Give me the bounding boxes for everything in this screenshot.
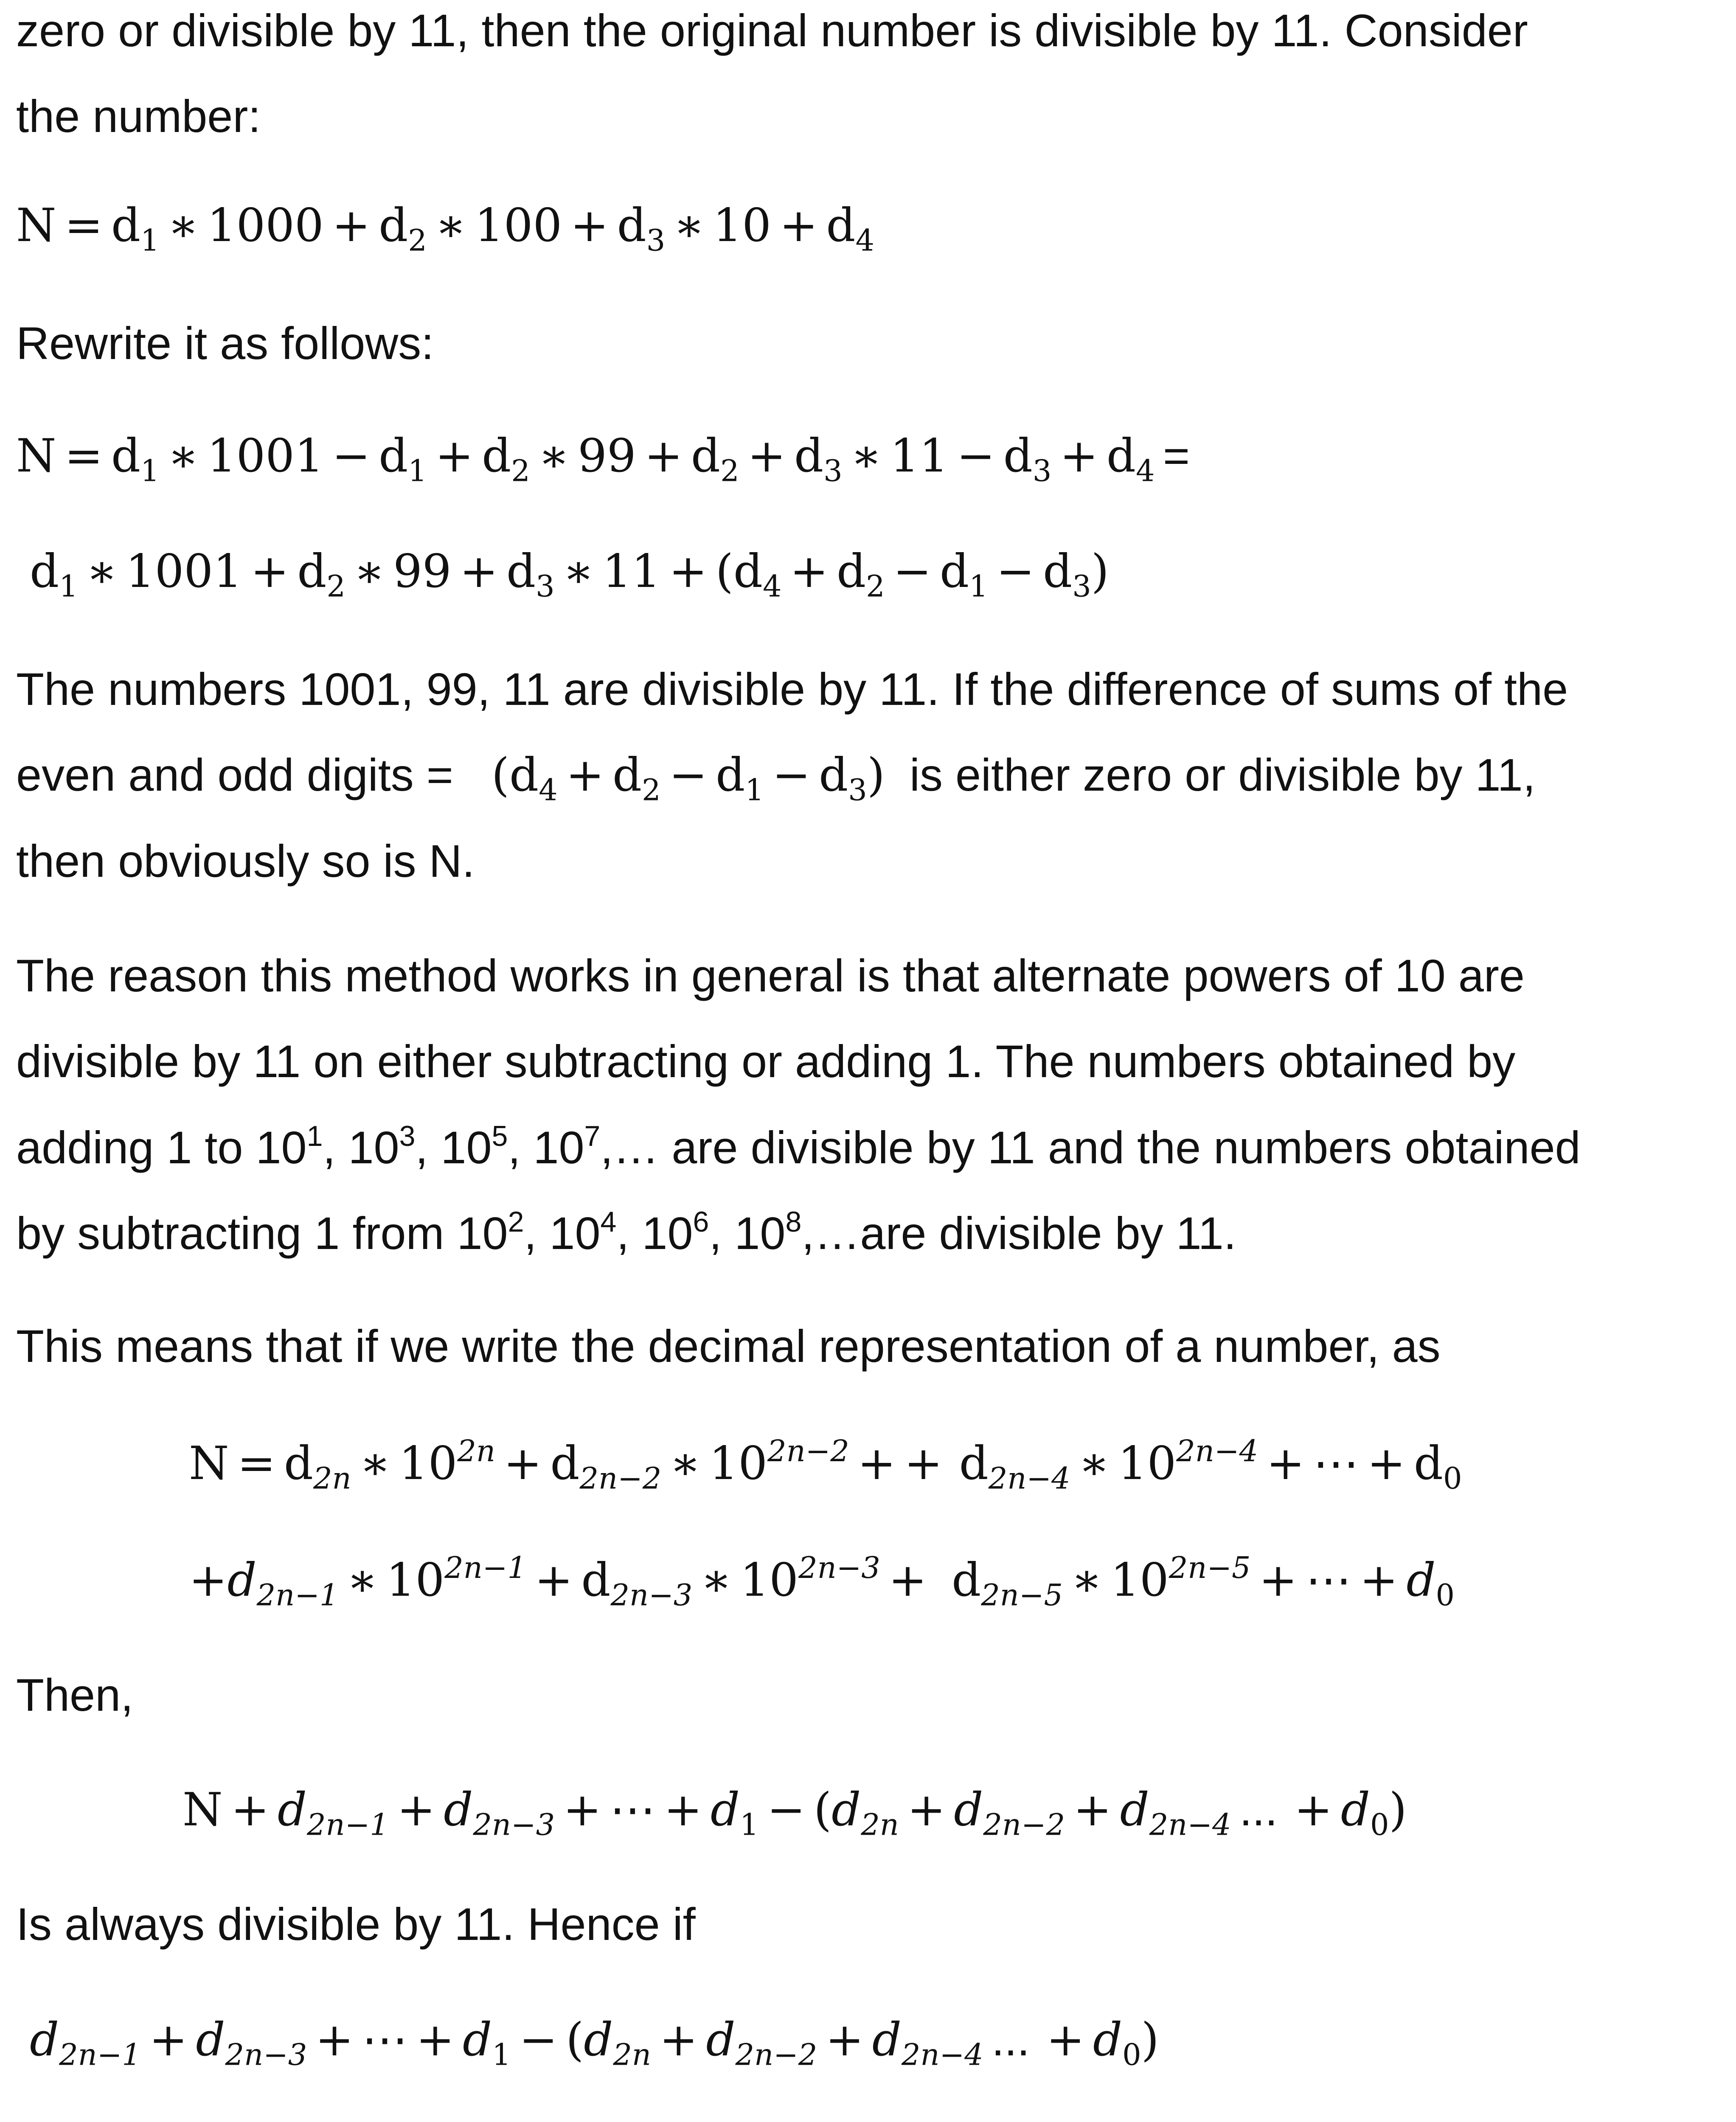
- divisible-para-line-3: then obviously so is N.: [16, 835, 475, 887]
- inline-difference-expression: $(d_4 + d_2 - d_1 - d_3)$: [491, 749, 885, 808]
- equation-hence: $d_{2n-1} + d_{2n-3}$ + ⋯ + $d_1 - (d_{2n} + d_{2n-2} + d_{2n-4}$ ... + $d_0$): [30, 2013, 1159, 2072]
- intro-line-2: the number:: [16, 90, 261, 142]
- reason-para-line-2: divisible by 11 on either subtracting or adding 1. The numbers obtained by: [16, 1036, 1516, 1087]
- divisible-para-line-2: even and odd digits = $(d_4 + d_2 - d_1 - d_3)$ is either zero or divisible by 11,: [16, 749, 1536, 808]
- reason-para-line-4: by subtracting 1 from $10^2$, $10^4$, $10^6$, $10^8,\dots are$ divisible by 11.: [16, 1206, 1236, 1259]
- equation-rewrite-line-2: $d_1$ ∗ $1001 + d_2$ ∗ $99 + d_3$ ∗ $11 + (d_4 + d_2 - d_1 - d_3)$: [30, 545, 1109, 604]
- always-label: Is always divisible by 11. Hence if: [16, 1898, 696, 1950]
- equation-decimal-even: $N = d_{2n}$ ∗ $10^{2n} + d_{2n-2}$ ∗ $10^{2n-2}$ + + $d_{2n-4}$ ∗ $10^{2n-4}$ + ⋯ + $d_0$: [189, 1434, 1462, 1496]
- equation-decimal-odd: $+d_{2n-1}$ ∗ $10^{2n-1} + d_{2n-3}$ ∗ $10^{2n-3} + d_{2n-5}$ ∗ $10^{2n-5}$ + ⋯ + $d_0$: [189, 1550, 1455, 1613]
- reason-para-line-1: The reason this method works in general is that alternate powers of 10 are: [16, 950, 1525, 1001]
- equation-number-expansion: $N = d_1$ ∗ $1000 + d_2$ ∗ $100 + d_3$ ∗ $10 + d_4$: [16, 199, 875, 258]
- equation-then: $N + d_{2n-1} + d_{2n-3}$ + ⋯ + $d_1 - (d_{2n} + d_{2n-2} + d_{2n-4}$ ... + $d_0$): [183, 1783, 1407, 1842]
- rewrite-label: Rewrite it as follows:: [16, 317, 434, 369]
- reason-para-line-3: adding 1 to $10^1$, $10^3$, $10^5$, $10^7,\dots$ are divisible by 11 and the numbers obtained: [16, 1120, 1581, 1173]
- equation-rewrite-line-1: $N = d_1$ ∗ $1001 - d_1 + d_2$ ∗ $99 + d_2 + d_3$ ∗ $11 - d_3 + d_4$ =: [16, 429, 1190, 488]
- divisible-para-line-1: The numbers 1001, 99, 11 are divisible by 11. If the difference of sums of the: [16, 663, 1568, 715]
- decimal-intro: This means that if we write the decimal representation of a number, as: [16, 1320, 1441, 1372]
- intro-line-1: zero or divisible by 11, then the original number is divisible by 11. Consider: [16, 5, 1528, 56]
- then-label: Then,: [16, 1669, 134, 1721]
